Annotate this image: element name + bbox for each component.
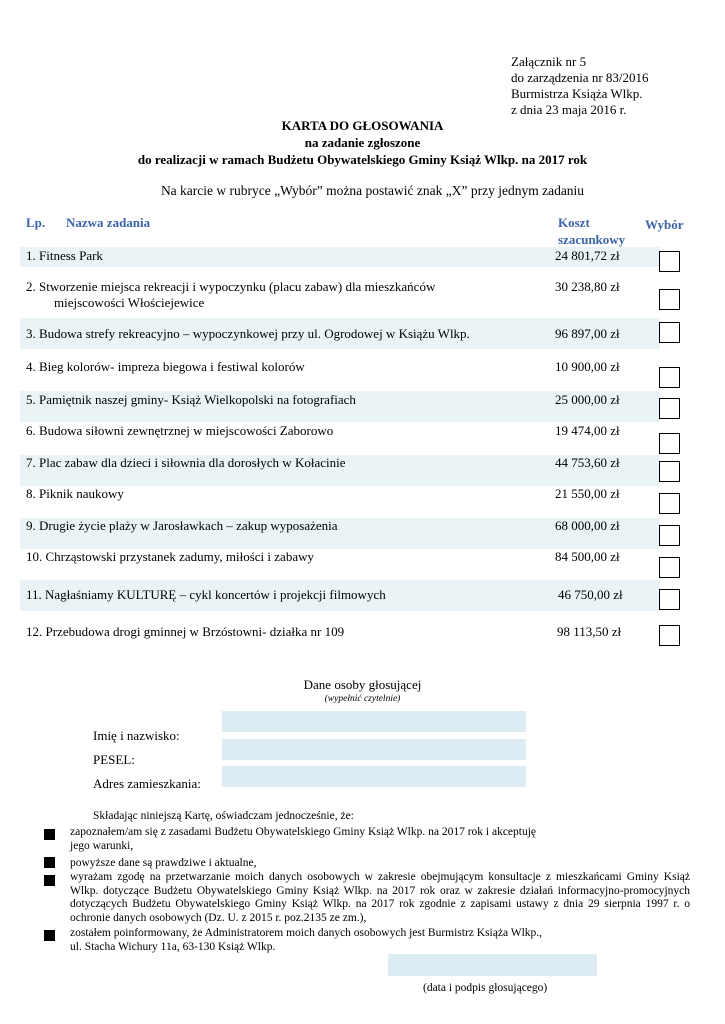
task-name: 11. Nagłaśniamy KULTURĘ – cykl koncertów i projekcji filmowych — [26, 587, 386, 602]
choice-checkbox[interactable] — [659, 493, 680, 514]
task-name: 7. Plac zabaw dla dzieci i siłownia dla dorosłych w Kołacinie — [26, 455, 346, 470]
choice-checkbox[interactable] — [659, 289, 680, 310]
choice-checkbox[interactable] — [659, 625, 680, 646]
attachment-line: z dnia 23 maja 2016 r. — [511, 102, 627, 117]
task-name: 1. Fitness Park — [26, 248, 103, 263]
declaration-item: powyższe dane są prawdziwe i aktualne, — [70, 857, 257, 869]
voter-section-hint: (wypełnić czytelnie) — [324, 694, 401, 704]
task-cost: 25 000,00 zł — [555, 392, 620, 407]
attachment-line: Burmistrza Książa Wlkp. — [511, 86, 643, 101]
task-name: 10. Chrząstowski przystanek zadumy, miłości i zabawy — [26, 549, 314, 564]
task-cost: 98 113,50 zł — [557, 624, 622, 639]
bullet-icon — [44, 930, 55, 941]
declaration-line: ul. Stacha Wichury 11a, 63-130 Książ Wlkp. — [70, 940, 276, 953]
pesel-field[interactable] — [222, 739, 526, 760]
signature-field[interactable] — [388, 954, 597, 976]
task-cost: 10 900,00 zł — [555, 359, 620, 374]
address-field[interactable] — [222, 766, 526, 787]
task-cost: 21 550,00 zł — [555, 486, 620, 501]
task-cost: 30 238,80 zł — [555, 279, 620, 294]
attachment-line: Załącznik nr 5 — [511, 54, 587, 69]
choice-checkbox[interactable] — [659, 367, 680, 388]
page-subtitle-2: do realizacji w ramach Budżetu Obywatelskiego Gminy Książ Wlkp. na 2017 rok — [137, 152, 588, 167]
page-title: KARTA DO GŁOSOWANIA — [281, 118, 444, 133]
declaration-line: jego warunki, — [70, 839, 134, 852]
task-name-cont: miejscowości Włościejewice — [54, 295, 205, 310]
task-cost: 46 750,00 zł — [558, 587, 623, 602]
bullet-icon — [44, 857, 55, 868]
column-lp: Lp. — [26, 215, 46, 230]
declaration-item: wyrażam zgodę na przetwarzanie moich danych osobowych w zakresie obejmującym konsultacje z mieszkańcami Gminy Książ Wlkp. dotyczące Budżetu Obywatelskiego Gminy Książ Wlkp. na 2017 rok oraz w zakresie działań informacyjno-promocyjnych dotyczących Budżetu Obywatelskiego Gminy Książ Wlkp. na 2017 rok zgodnie z zapisami ustawy z dnia 29 sierpnia 1997 r. o ochronie danych osobowych (Dz. U. z 2015 r. poz.2135 ze zm.), — [70, 871, 690, 924]
declaration-line: zostałem poinformowany, że Administratorem moich danych osobowych jest Burmistrz Książa Wlkp., — [70, 927, 543, 939]
choice-checkbox[interactable] — [659, 398, 680, 419]
task-cost: 68 000,00 zł — [555, 518, 620, 533]
column-choice: Wybór — [645, 217, 684, 232]
column-cost-2: szacunkowy — [558, 232, 626, 247]
voter-section-heading: Dane osoby głosującej — [303, 677, 422, 692]
choice-checkbox[interactable] — [659, 525, 680, 546]
task-name: 8. Piknik naukowy — [26, 486, 124, 501]
attachment-line: do zarządzenia nr 83/2016 — [511, 70, 649, 85]
task-cost: 24 801,72 zł — [555, 248, 620, 263]
voting-instruction: Na karcie w rubryce „Wybór” można postawić znak „X” przy jednym zadaniu — [160, 183, 585, 198]
address-label: Adres zamieszkania: — [93, 776, 201, 791]
choice-checkbox[interactable] — [659, 322, 680, 343]
task-name: 12. Przebudowa drogi gminnej w Brzóstowni- działka nr 109 — [26, 624, 345, 639]
task-name: 2. Stworzenie miejsca rekreacji i wypoczynku (placu zabaw) dla mieszkańców — [26, 279, 436, 294]
task-cost: 84 500,00 zł — [555, 549, 620, 564]
task-name: 6. Budowa siłowni zewnętrznej w miejscowości Zaborowo — [26, 423, 334, 438]
column-cost: Koszt — [558, 215, 590, 230]
column-name: Nazwa zadania — [66, 215, 151, 230]
task-cost: 19 474,00 zł — [555, 423, 620, 438]
choice-checkbox[interactable] — [659, 433, 680, 454]
page-subtitle: na zadanie zgłoszone — [304, 135, 421, 150]
bullet-icon — [44, 829, 55, 840]
task-name: 4. Bieg kolorów- impreza biegowa i festiwal kolorów — [26, 359, 305, 374]
declaration-intro: Składając niniejszą Kartę, oświadczam jednocześnie, że: — [93, 810, 354, 822]
choice-checkbox[interactable] — [659, 557, 680, 578]
choice-checkbox[interactable] — [659, 251, 680, 272]
declaration-line: zapoznałem/am się z zasadami Budżetu Obywatelskiego Gminy Książ Wlkp. na 2017 rok i akceptuję — [70, 826, 537, 838]
task-name: 9. Drugie życie plaży w Jarosławkach – zakup wyposażenia — [26, 518, 338, 533]
choice-checkbox[interactable] — [659, 589, 680, 610]
declaration-item — [70, 826, 690, 853]
task-cost: 96 897,00 zł — [555, 326, 620, 341]
name-field[interactable] — [222, 711, 526, 732]
task-name: 3. Budowa strefy rekreacyjno – wypoczynkowej przy ul. Ogrodowej w Książu Wlkp. — [26, 326, 470, 341]
name-label: Imię i nazwisko: — [93, 728, 180, 743]
task-cost: 44 753,60 zł — [555, 455, 620, 470]
declaration-item — [70, 927, 690, 954]
pesel-label: PESEL: — [93, 752, 135, 767]
bullet-icon — [44, 875, 55, 886]
signature-caption: (data i podpis głosującego) — [423, 982, 548, 994]
task-name: 5. Pamiętnik naszej gminy- Książ Wielkopolski na fotografiach — [26, 392, 356, 407]
choice-checkbox[interactable] — [659, 461, 680, 482]
attachment-note — [511, 54, 649, 118]
